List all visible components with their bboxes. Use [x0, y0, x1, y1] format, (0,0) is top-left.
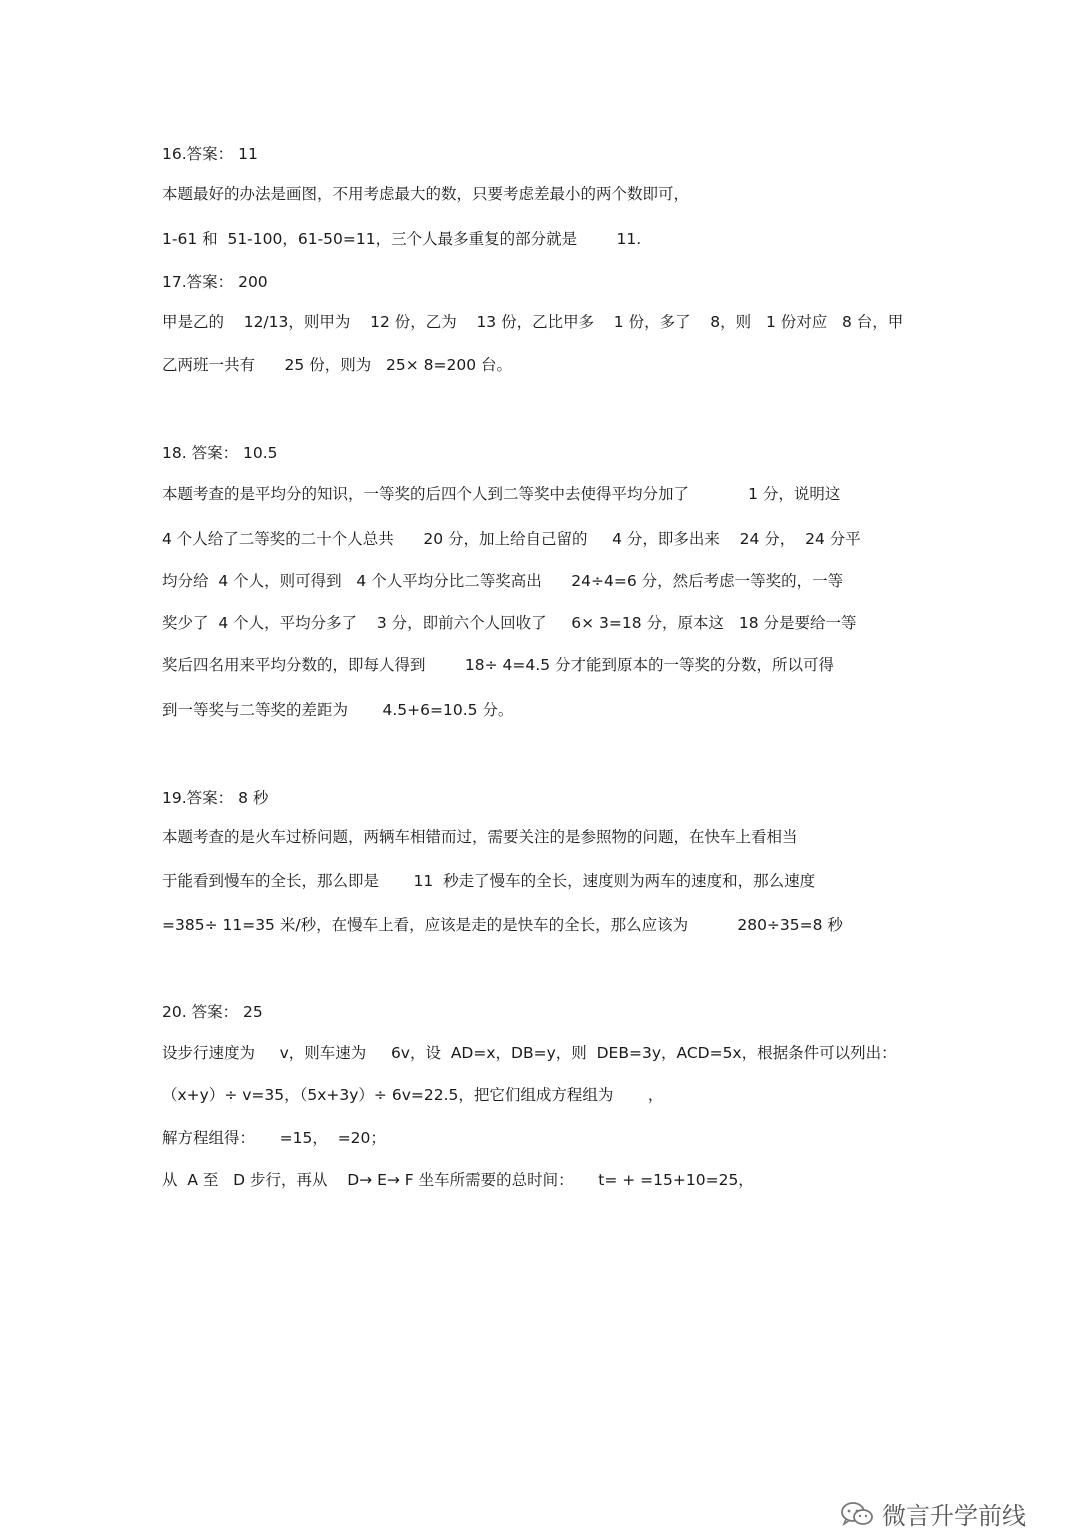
watermark-text: 微言升学前线: [882, 1502, 1026, 1530]
explanation-line: 1-61 和 51-100，61-50=11，三个人最多重复的部分就是 11.: [162, 230, 642, 248]
answer-heading: 16.答案： 11: [162, 145, 258, 163]
explanation-line: 奖后四名用来平均分数的，即每人得到 18÷ 4=4.5 分才能到原本的一等奖的分数，所以可得: [162, 656, 834, 674]
answer-heading: 17.答案： 200: [162, 273, 268, 291]
explanation-line: （x+y）÷ v=35，（5x+3y）÷ 6v=22.5，把它们组成方程组为 ，: [162, 1086, 664, 1104]
answer-heading: 20. 答案： 25: [162, 1003, 263, 1021]
explanation-line: 4 个人给了二等奖的二十个人总共 20 分，加上给自己留的 4 分，即多出来 24 分， 24 分平: [162, 530, 861, 548]
explanation-line: 甲是乙的 12/13，则甲为 12 份，乙为 13 份，乙比甲多 1 份，多了 8，则 1 份对应 8 台，甲: [162, 313, 904, 331]
answer-heading: 19.答案： 8 秒: [162, 789, 269, 807]
explanation-line: 奖少了 4 个人，平均分多了 3 分，即前六个人回收了 6× 3=18 分，原本这 18 分是要给一等: [162, 614, 857, 632]
wechat-icon: [840, 1501, 874, 1527]
explanation-line: 均分给 4 个人，则可得到 4 个人平均分比二等奖高出 24÷4=6 分，然后考虑一等奖的，一等: [162, 572, 844, 590]
explanation-line: 从 A 至 D 步行，再从 D→ E→ F 坐车所需要的总时间： t= + =15+10=25，: [162, 1171, 754, 1189]
explanation-line: 本题考查的是火车过桥问题，两辆车相错而过，需要关注的是参照物的问题，在快车上看相当: [162, 828, 798, 846]
explanation-line: 本题最好的办法是画图，不用考虑最大的数，只要考虑差最小的两个数即可，: [162, 185, 690, 203]
explanation-line: 解方程组得： =15， =20；: [162, 1129, 386, 1147]
explanation-line: =385÷ 11=35 米/秒，在慢车上看，应该是走的是快车的全长，那么应该为 280÷35=8 秒: [162, 916, 843, 934]
explanation-line: 于能看到慢车的全长，那么即是 11 秒走了慢车的全长，速度则为两车的速度和，那么速度: [162, 872, 816, 890]
explanation-line: 设步行速度为 v，则车速为 6v，设 AD=x，DB=y，则 DEB=3y，ACD=5x，根据条件可以列出：: [162, 1044, 897, 1062]
explanation-line: 乙两班一共有 25 份，则为 25× 8=200 台。: [162, 356, 512, 374]
answer-heading: 18. 答案： 10.5: [162, 444, 278, 462]
explanation-line: 到一等奖与二等奖的差距为 4.5+6=10.5 分。: [162, 701, 514, 719]
explanation-line: 本题考查的是平均分的知识，一等奖的后四个人到二等奖中去使得平均分加了 1 分，说明这: [162, 485, 841, 503]
